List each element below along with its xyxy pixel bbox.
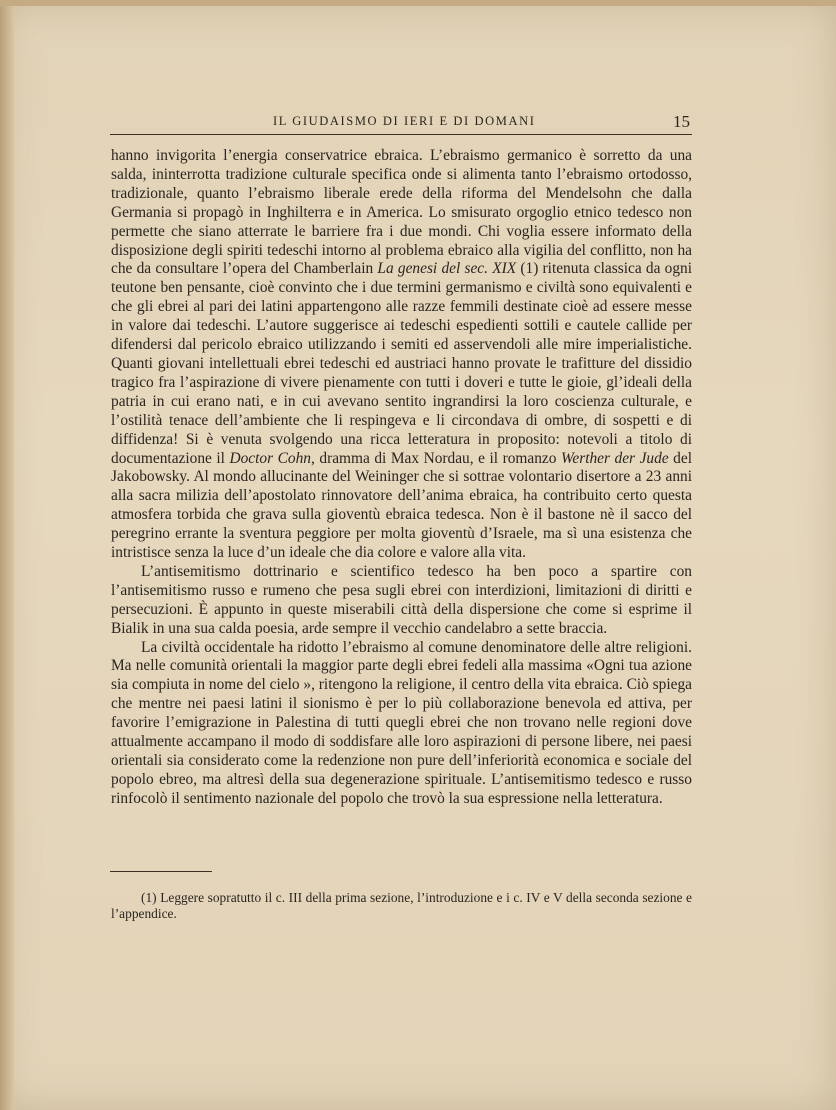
book-title-werther: Werther der Jude (560, 449, 669, 467)
paragraph-1 (111, 147, 692, 563)
paragraph-2: L’antisemitismo dottrinario e scientifico tedesco ha ben poco a spartire con l’antisemitismo russo e rumeno che pesa sugli ebrei con interdizioni, limitazioni di diritti e persecuzioni. È appunto in queste miserabili città della dispersione che come si esprime il Bialik in una sua calda poesia, arde sempre il vecchio candelabro a sette braccia. (111, 562, 692, 637)
page-number: 15 (673, 112, 690, 131)
page-header (110, 112, 692, 135)
paragraph-1-part-c: , dramma di Max Nordau, e il romanzo (310, 449, 561, 467)
footnote: (1) Leggere sopratutto il c. III della prima sezione, l’introduzione e i c. IV e V della seconda sezione e l’appendice. (111, 890, 692, 921)
paragraph-1-part-d: del Jakobowsky. Al mondo allucinante del Weininger che si sottrae volontario disertore a 23 anni alla sacra milizia dell’apostolato rinnovatore dell’anima ebraica, ha contribuito certo questa atmosfera torbida che grava sulla gioventù ebraica tedesca. Non è il bastone nè il sacco del peregrino errante la sventura peggiore per molta gioventù d’Israele, ma sì una esistenza che intristisce senza la luce d’un ideale che dia colore e valore alla vita. (111, 449, 692, 562)
paragraph-3: La civiltà occidentale ha ridotto l’ebraismo al comune denominatore delle altre religioni. Ma nelle comunità orientali la maggior parte degli ebrei fedeli alla massima «Ogni tua azione sia compiuta in nome del cielo », ritengono la religione, il centro della vita ebraica. Ciò spiega che mentre nei paesi latini il sionismo è per lo più collaborazione benevola ed attiva, per favorire l’emigrazione in Palestina di tutti quegli ebrei che non trovano nelle regioni dove attualmente accampano il modo di soddisfare alle loro aspirazioni di persone libere, nei paesi orientali sia considerato come la redenzione non pure dell’inferiorità economica e sociale del popolo ebreo, ma altresì della sua degenerazione spirituale. L’antisemitismo tedesco e russo rinfocolò il sentimento nazionale del popolo che trovò la sua espressione nella letteratura. (111, 638, 692, 807)
body-text (111, 147, 692, 809)
book-title-doctor-cohn: Doctor Cohn (229, 449, 311, 467)
page-edge-top (0, 0, 836, 6)
paragraph-1-part-b: (1) ritenuta classica da ogni teutone ben pensante, cioè convinto che i due termini germanismo e civiltà sono equivalenti e che gli ebrei al pari dei latini appartengono alle razze femmili destinate cioè ad essere messe in valore dai tedeschi. L’autore suggerisce ai tedeschi espedienti sottili e cautele callide per difendersi dal pericolo ebraico utilizzando i semiti ed asservendoli alle mire imperialistiche. Quanti giovani intellettuali ebrei tedeschi ed austriaci hanno provate le trafitture del dissidio tragico fra l’aspirazione di vivere pienamente con tutti i doveri e tutte le gioie, gl’ideali della patria in cui erano nati, e in cui avevano sentito ingrandirsi la loro coscienza culturale, e l’ostilità tenace dell’ambiente che li respingeva e li circondava di ombre, di sospetti e di diffidenza! Si è venuta svolgendo una ricca letteratura in proposito: notevoli a titolo di documentazione il (111, 260, 692, 467)
page-edge-left (0, 0, 14, 1110)
running-head: IL GIUDAISMO DI IERI E DI DOMANI (273, 114, 536, 128)
paragraph-1-part-a: hanno invigorita l’energia conservatrice ebraica. L’ebraismo germanico è sorretto da una salda, ininterrotta tradizione culturale specifica onde si alimenta tanto l’ebraismo ortodosso, tradizionale, quanto l’ebraismo liberale erede della riforma del Mendelsohn che dalla Germania si propagò in Inghilterra e in America. Lo smisurato orgoglio etnico tedesco non permette che siano atterrate le barriere fra i due mondi. Chi voglia essere informato della disposizione degli spiriti tedeschi intorno al problema ebraico alla vigilia del conflitto, non ha che da consultare l’opera del Chamberlain (111, 147, 692, 278)
book-title-la-genesi: La genesi del sec. XIX (377, 260, 517, 278)
footnote-divider (110, 871, 212, 872)
